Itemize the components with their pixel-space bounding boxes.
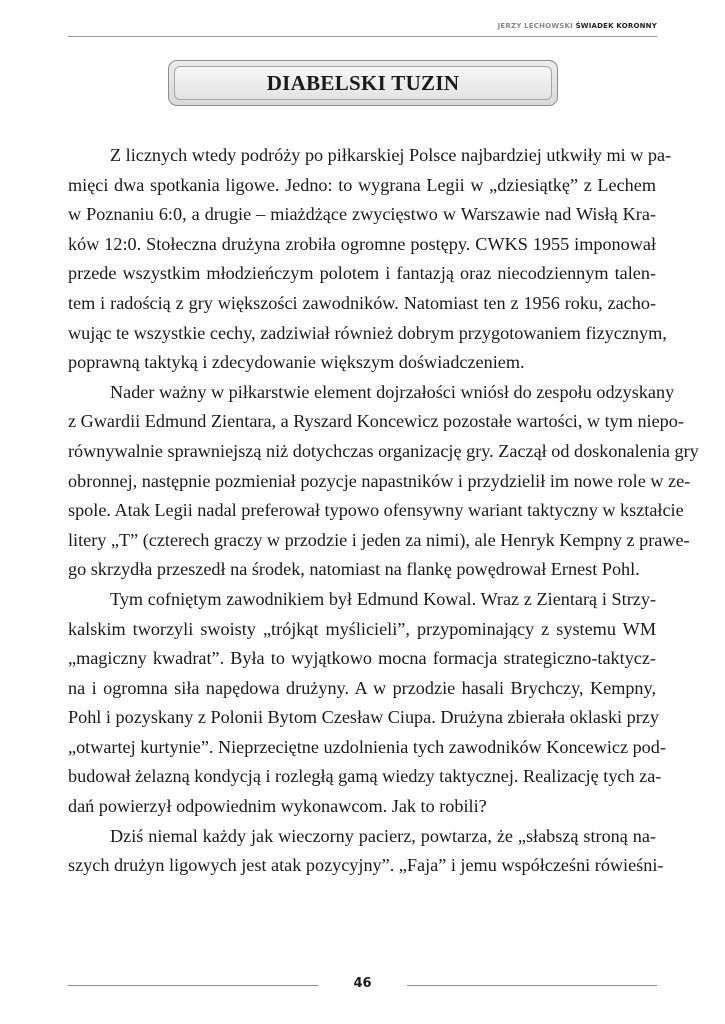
paragraph-line: Tym cofniętym zawodnikiem był Edmund Kowal. Wraz z Zientarą i Strzy- xyxy=(110,588,656,609)
paragraph-line: wując te wszystkie cechy, zadziwiał również dobrym przygotowaniem fizycznym, xyxy=(68,322,667,343)
chapter-title-box-inner xyxy=(174,66,552,100)
running-header xyxy=(68,22,657,37)
body-text xyxy=(68,141,699,881)
paragraph-line: ków 12:0. Stołeczna drużyna zrobiła ogromne postępy. CWKS 1955 imponował xyxy=(68,233,656,254)
paragraph-line: Nader ważny w piłkarstwie element dojrzałości wniósł do zespołu odzyskany xyxy=(110,381,675,402)
footer-rule-right xyxy=(407,985,657,986)
paragraph-line: szych drużyn ligowych jest atak pozycyjny”. „Faja” i jemu współcześni rówieśni- xyxy=(68,855,664,876)
paragraph-line: budował żelazną kondycją i rozległą gamą wiedzy taktycznej. Realizację tych za- xyxy=(68,766,662,787)
paragraph-line: z Gwardii Edmund Zientara, a Ryszard Koncewicz pozostałe wartości, w tym niepo- xyxy=(68,411,684,432)
paragraph-line: spole. Atak Legii nadal preferował typowo ofensywny wariant taktyczny w kształcie xyxy=(68,500,684,521)
page-footer xyxy=(68,976,657,996)
page-number: 46 xyxy=(353,976,372,991)
chapter-title-box xyxy=(168,60,558,106)
paragraph-line: Dziś niemal każdy jak wieczorny pacierz, powtarza, że „słabszą stroną na- xyxy=(110,825,656,846)
paragraph-line: w Poznaniu 6:0, a drugie – miażdżące zwycięstwo w Warszawie nad Wisłą Kra- xyxy=(68,204,656,225)
paragraph-line: Z licznych wtedy podróży po piłkarskiej Polsce najbardziej utkwiły mi w pa- xyxy=(110,145,672,165)
running-header-author: JERZY LECHOWSKI xyxy=(497,22,573,30)
paragraph-line: „otwartej kurtynie”. Nieprzeciętne uzdolnienia tych zawodników Koncewicz pod- xyxy=(68,736,666,757)
paragraph-line: obronnej, następnie pozmieniał pozycje napastników i przydzielił im nowe role w ze- xyxy=(68,470,691,491)
paragraph-line: tem i radością z gry większości zawodników. Natomiast ten z 1956 roku, zacho- xyxy=(68,292,656,313)
paragraph-line: dań powierzył odpowiednim wykonawcom. Jak to robili? xyxy=(68,796,487,817)
paragraph-line: przede wszystkim młodzieńczym polotem i fantazją oraz niecodziennym talen- xyxy=(68,263,656,284)
paragraph-line: równywalnie sprawniejszą niż dotychczas organizację gry. Zaczął od doskonalenia gry xyxy=(68,440,699,461)
paragraph-line: go skrzydła przeszedł na środek, natomiast na flankę powędrował Ernest Pohl. xyxy=(68,559,640,580)
chapter-title: DIABELSKI TUZIN xyxy=(266,70,460,95)
paragraph-line: litery „T” (czterech graczy w przodzie i jeden za nimi), ale Henryk Kempny z prawe- xyxy=(68,529,690,550)
running-header-book-title: ŚWIADEK KORONNY xyxy=(575,22,657,30)
paragraph-line: kalskim tworzyli swoisty „trójkąt myślicieli”, przypominający z systemu WM xyxy=(68,618,656,639)
paragraph-line: mięci dwa spotkania ligowe. Jedno: to wygrana Legii w „dziesiątkę” z Lechem xyxy=(68,174,656,195)
paragraph-line: „magiczny kwadrat”. Była to wyjątkowo mocna formacja strategiczno-taktycz- xyxy=(68,648,656,669)
paragraph-line: Pohl i pozyskany z Polonii Bytom Czesław Ciupa. Drużyna zbierała oklaski przy xyxy=(68,707,659,728)
paragraph-line: na i ogromna siła napędowa drużyny. A w przodzie hasali Brychczy, Kempny, xyxy=(68,677,656,698)
paragraph-line: poprawną taktyką i zdecydowanie większym doświadczeniem. xyxy=(68,352,525,373)
